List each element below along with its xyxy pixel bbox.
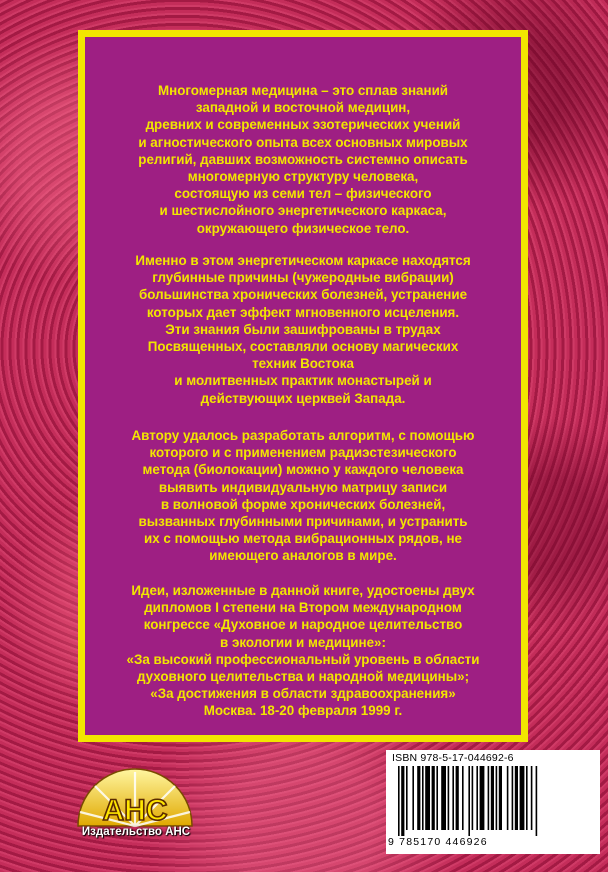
barcode-bar xyxy=(456,766,459,830)
barcode-bar xyxy=(401,766,404,836)
text-panel xyxy=(78,30,528,742)
paragraph-4: Идеи, изложенные в данной книге, удостоены двух дипломов I степени на Втором международном конгрессе «Духовное и народное целительство в экологии и медицине»: «За высокий профессиональный уровень в области духовного целительства и народной медицины»; «За достижения в области здравоохранения» Москва. 18-20 февраля 1999 г. xyxy=(126,583,480,719)
barcode-bar xyxy=(480,766,485,830)
publisher-logo xyxy=(70,768,200,834)
barcode-bar xyxy=(515,766,518,830)
barcode-bar xyxy=(499,766,502,830)
barcode-bar xyxy=(507,766,509,830)
barcode-digits: 9 785170 446926 xyxy=(388,836,488,848)
barcode-bar xyxy=(491,766,494,830)
paragraph-3: Автору удалось разработать алгоритм, с помощью которого и с применением радиэстезического метода (биолокации) можно у каждого человека выявить индивидуальную матрицу записи в волновой форме хронических болезней, вызванных глубинными причинами, и устранить их с помощью метода вибрационных рядов, не имеющего аналогов в мире. xyxy=(131,428,475,564)
barcode-bar xyxy=(398,766,400,836)
barcode-label xyxy=(386,750,600,854)
paragraph-1: Многомерная медицина – это сплав знаний западной и восточной медицин, древних и современных эзотерических учений и агностического опыта всех основных мировых религий, давших возможность системно описать многомерную структуру человека, состоящую из семи тел – физического и шестислойного энергетического каркаса, окружающего физическое тело. xyxy=(138,83,468,236)
barcode-bar xyxy=(472,766,474,830)
barcode-bar xyxy=(436,766,438,830)
barcode-bar xyxy=(425,766,430,830)
barcode-bar xyxy=(412,766,414,830)
barcode-bar xyxy=(422,766,424,830)
barcode-bar xyxy=(496,766,498,830)
logo-text: АНС xyxy=(102,794,168,827)
paragraph-2: Именно в этом энергетическом каркасе находятся глубинные причины (чужеродные вибрации) большинства хронических болезней, устранение которых дает эффект мгновенного исцеления. Эти знания были зашифрованы в трудах Посвященных, составляли основу магических техник Востока и молитвенных практик монастырей и действующих церквей Запада. xyxy=(135,253,471,406)
barcode-icon xyxy=(396,766,596,836)
barcode-bar xyxy=(488,766,490,830)
barcode-bar xyxy=(462,766,464,830)
barcode-bar xyxy=(468,766,470,836)
barcode-bar xyxy=(531,766,533,830)
barcode-bar xyxy=(536,766,538,836)
barcode-bar xyxy=(432,766,435,830)
barcode-bar xyxy=(476,766,478,830)
barcode-bar xyxy=(448,766,450,830)
barcode-bar xyxy=(417,766,420,830)
barcode-bar xyxy=(520,766,525,830)
barcode-bar xyxy=(526,766,528,830)
publisher-name: Издательство АНС xyxy=(81,826,191,838)
barcode-bar xyxy=(406,766,408,830)
isbn-number: ISBN 978-5-17-044692-6 xyxy=(392,752,514,764)
barcode-bar xyxy=(441,766,446,830)
barcode-bar xyxy=(512,766,514,830)
barcode-bar xyxy=(452,766,454,830)
